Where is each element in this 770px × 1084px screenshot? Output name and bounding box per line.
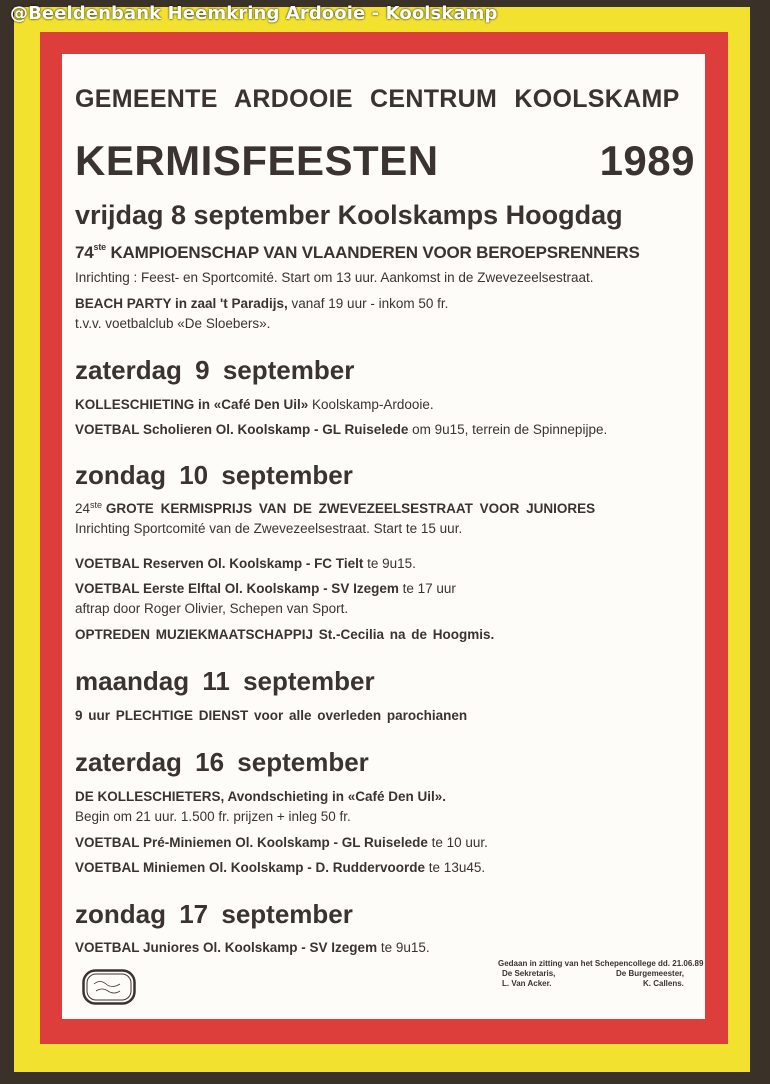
- day-heading-vrijdag: vrijdag 8 september Koolskamps Hoogdag: [75, 200, 623, 230]
- day-heading-zaterdag-9: zaterdag 9 september: [75, 355, 355, 385]
- event-beach-party: BEACH PARTY in zaal 't Paradijs, vanaf 19 uur - inkom 50 fr.: [75, 296, 449, 311]
- event-kermisprijs: 24ste GROTE KERMISPRIJS VAN DE ZWEVEZEELSESTRAAT VOOR JUNIORES: [75, 500, 596, 516]
- day-heading-zondag-17: zondag 17 september: [75, 899, 353, 929]
- event-voetbal-reserven: VOETBAL Reserven Ol. Koolskamp - FC Tielt te 9u15.: [75, 556, 416, 571]
- signature-mayor-role: De Burgemeester,: [616, 969, 685, 978]
- day-heading-zondag-10: zondag 10 september: [75, 460, 353, 490]
- event-voetbal-scholieren: VOETBAL Scholieren Ol. Koolskamp - GL Ruiselede om 9u15, terrein de Spinnepijpe.: [75, 422, 608, 437]
- event-detail: Inrichting : Feest- en Sportcomité. Start om 13 uur. Aankomst in de Zwevezeelsestraat.: [75, 270, 594, 285]
- poster-title: [75, 137, 695, 185]
- municipality-header: GEMEENTE ARDOOIE CENTRUM KOOLSKAMP: [75, 85, 680, 113]
- event-kolleschieting: KOLLESCHIETING in «Café Den Uil» Koolskamp-Ardooie.: [75, 397, 434, 412]
- championship-line: 74ste KAMPIOENSCHAP VAN VLAANDEREN VOOR BEROEPSRENNERS: [75, 242, 640, 262]
- event-detail: Begin om 21 uur. 1.500 fr. prijzen + inleg 50 fr.: [75, 809, 351, 824]
- event-kolleschieters: DE KOLLESCHIETERS, Avondschieting in «Café Den Uil».: [75, 789, 447, 804]
- day-heading-zaterdag-16: zaterdag 16 september: [75, 747, 369, 777]
- day-heading-maandag-11: maandag 11 september: [75, 666, 375, 696]
- title-year: 1989: [599, 137, 695, 184]
- event-voetbal-juniores: VOETBAL Juniores Ol. Koolskamp - SV Izegem te 9u15.: [75, 940, 430, 955]
- event-detail: Inrichting Sportcomité van de Zwevezeelsestraat. Start te 15 uur.: [75, 521, 463, 536]
- signature-mayor-name: K. Callens.: [643, 979, 684, 988]
- title-text: KERMISFEESTEN: [75, 137, 439, 184]
- signature-secretary-name: L. Van Acker.: [502, 979, 552, 988]
- signature-secretary-role: De Sekretaris,: [502, 969, 556, 978]
- event-detail: aftrap door Roger Olivier, Schepen van Sport.: [75, 601, 349, 616]
- event-detail: t.v.v. voetbalclub «De Sloebers».: [75, 316, 271, 331]
- event-voetbal-eerste-elftal: VOETBAL Eerste Elftal Ol. Koolskamp - SV Izegem te 17 uur: [75, 581, 456, 596]
- event-voetbal-miniemen: VOETBAL Miniemen Ol. Koolskamp - D. Ruddervoorde te 13u45.: [75, 860, 486, 875]
- event-voetbal-pre-miniemen: VOETBAL Pré-Miniemen Ol. Koolskamp - GL Ruiselede te 10 uur.: [75, 835, 488, 850]
- signature-approval: Gedaan in zitting van het Schepencollege dd. 21.06.89: [498, 959, 704, 968]
- event-plechtige-dienst: 9 uur PLECHTIGE DIENST voor alle overleden parochianen: [75, 708, 468, 723]
- printer-logo: [82, 969, 136, 1005]
- event-optreden: OPTREDEN MUZIEKMAATSCHAPPIJ St.-Cecilia na de Hoogmis.: [75, 627, 495, 642]
- watermark: @Beeldenbank Heemkring Ardooie - Koolskamp: [10, 3, 498, 24]
